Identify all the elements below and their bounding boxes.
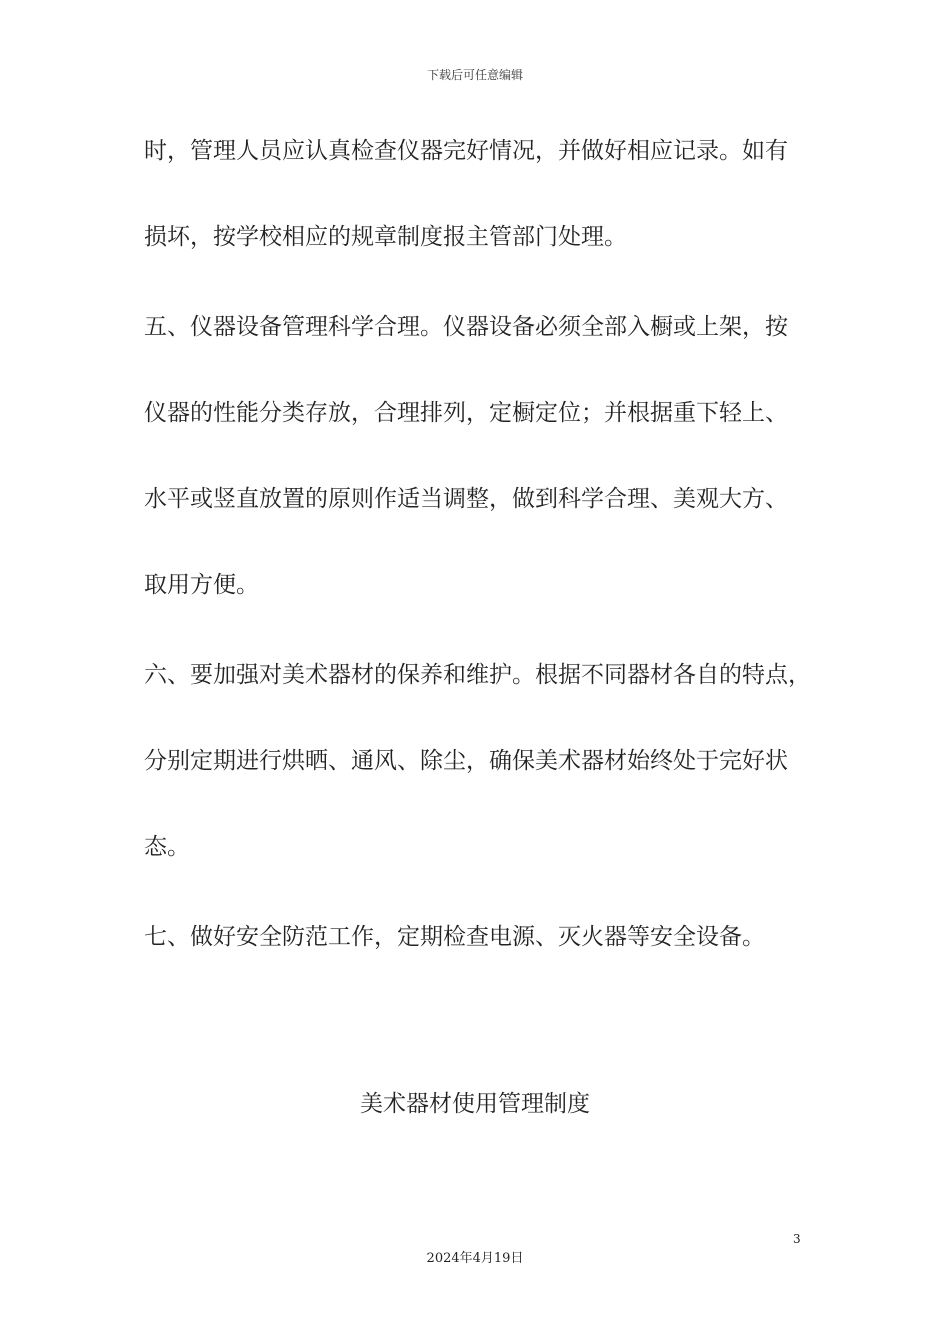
header-note: 下载后可任意编辑 bbox=[426, 68, 523, 82]
text-line: 水平或竖直放置的原则作适当调整，做到科学合理、美观大方、 bbox=[144, 486, 788, 512]
page-number: 3 bbox=[793, 1232, 801, 1246]
text-line: 仪器的性能分类存放，合理排列，定橱定位；并根据重下轻上、 bbox=[144, 400, 788, 426]
text-line: 五、仪器设备管理科学合理。仪器设备必须全部入橱或上架，按 bbox=[144, 314, 788, 340]
section-title: 美术器材使用管理制度 bbox=[360, 1091, 590, 1117]
text-line: 损坏，按学校相应的规章制度报主管部门处理。 bbox=[144, 224, 627, 250]
text-line: 六、要加强对美术器材的保养和维护。根据不同器材各自的特点， bbox=[144, 662, 811, 688]
text-line: 七、做好安全防范工作，定期检查电源、灭火器等安全设备。 bbox=[144, 924, 765, 950]
text-line: 时，管理人员应认真检查仪器完好情况，并做好相应记录。如有 bbox=[144, 138, 788, 164]
document-body bbox=[144, 128, 814, 1000]
text-line: 取用方便。 bbox=[144, 572, 259, 598]
footer-date: 2024年4月19日 bbox=[426, 1251, 524, 1266]
text-line: 分别定期进行烘晒、通风、除尘，确保美术器材始终处于完好状 bbox=[144, 748, 788, 774]
text-line: 态。 bbox=[144, 834, 190, 860]
